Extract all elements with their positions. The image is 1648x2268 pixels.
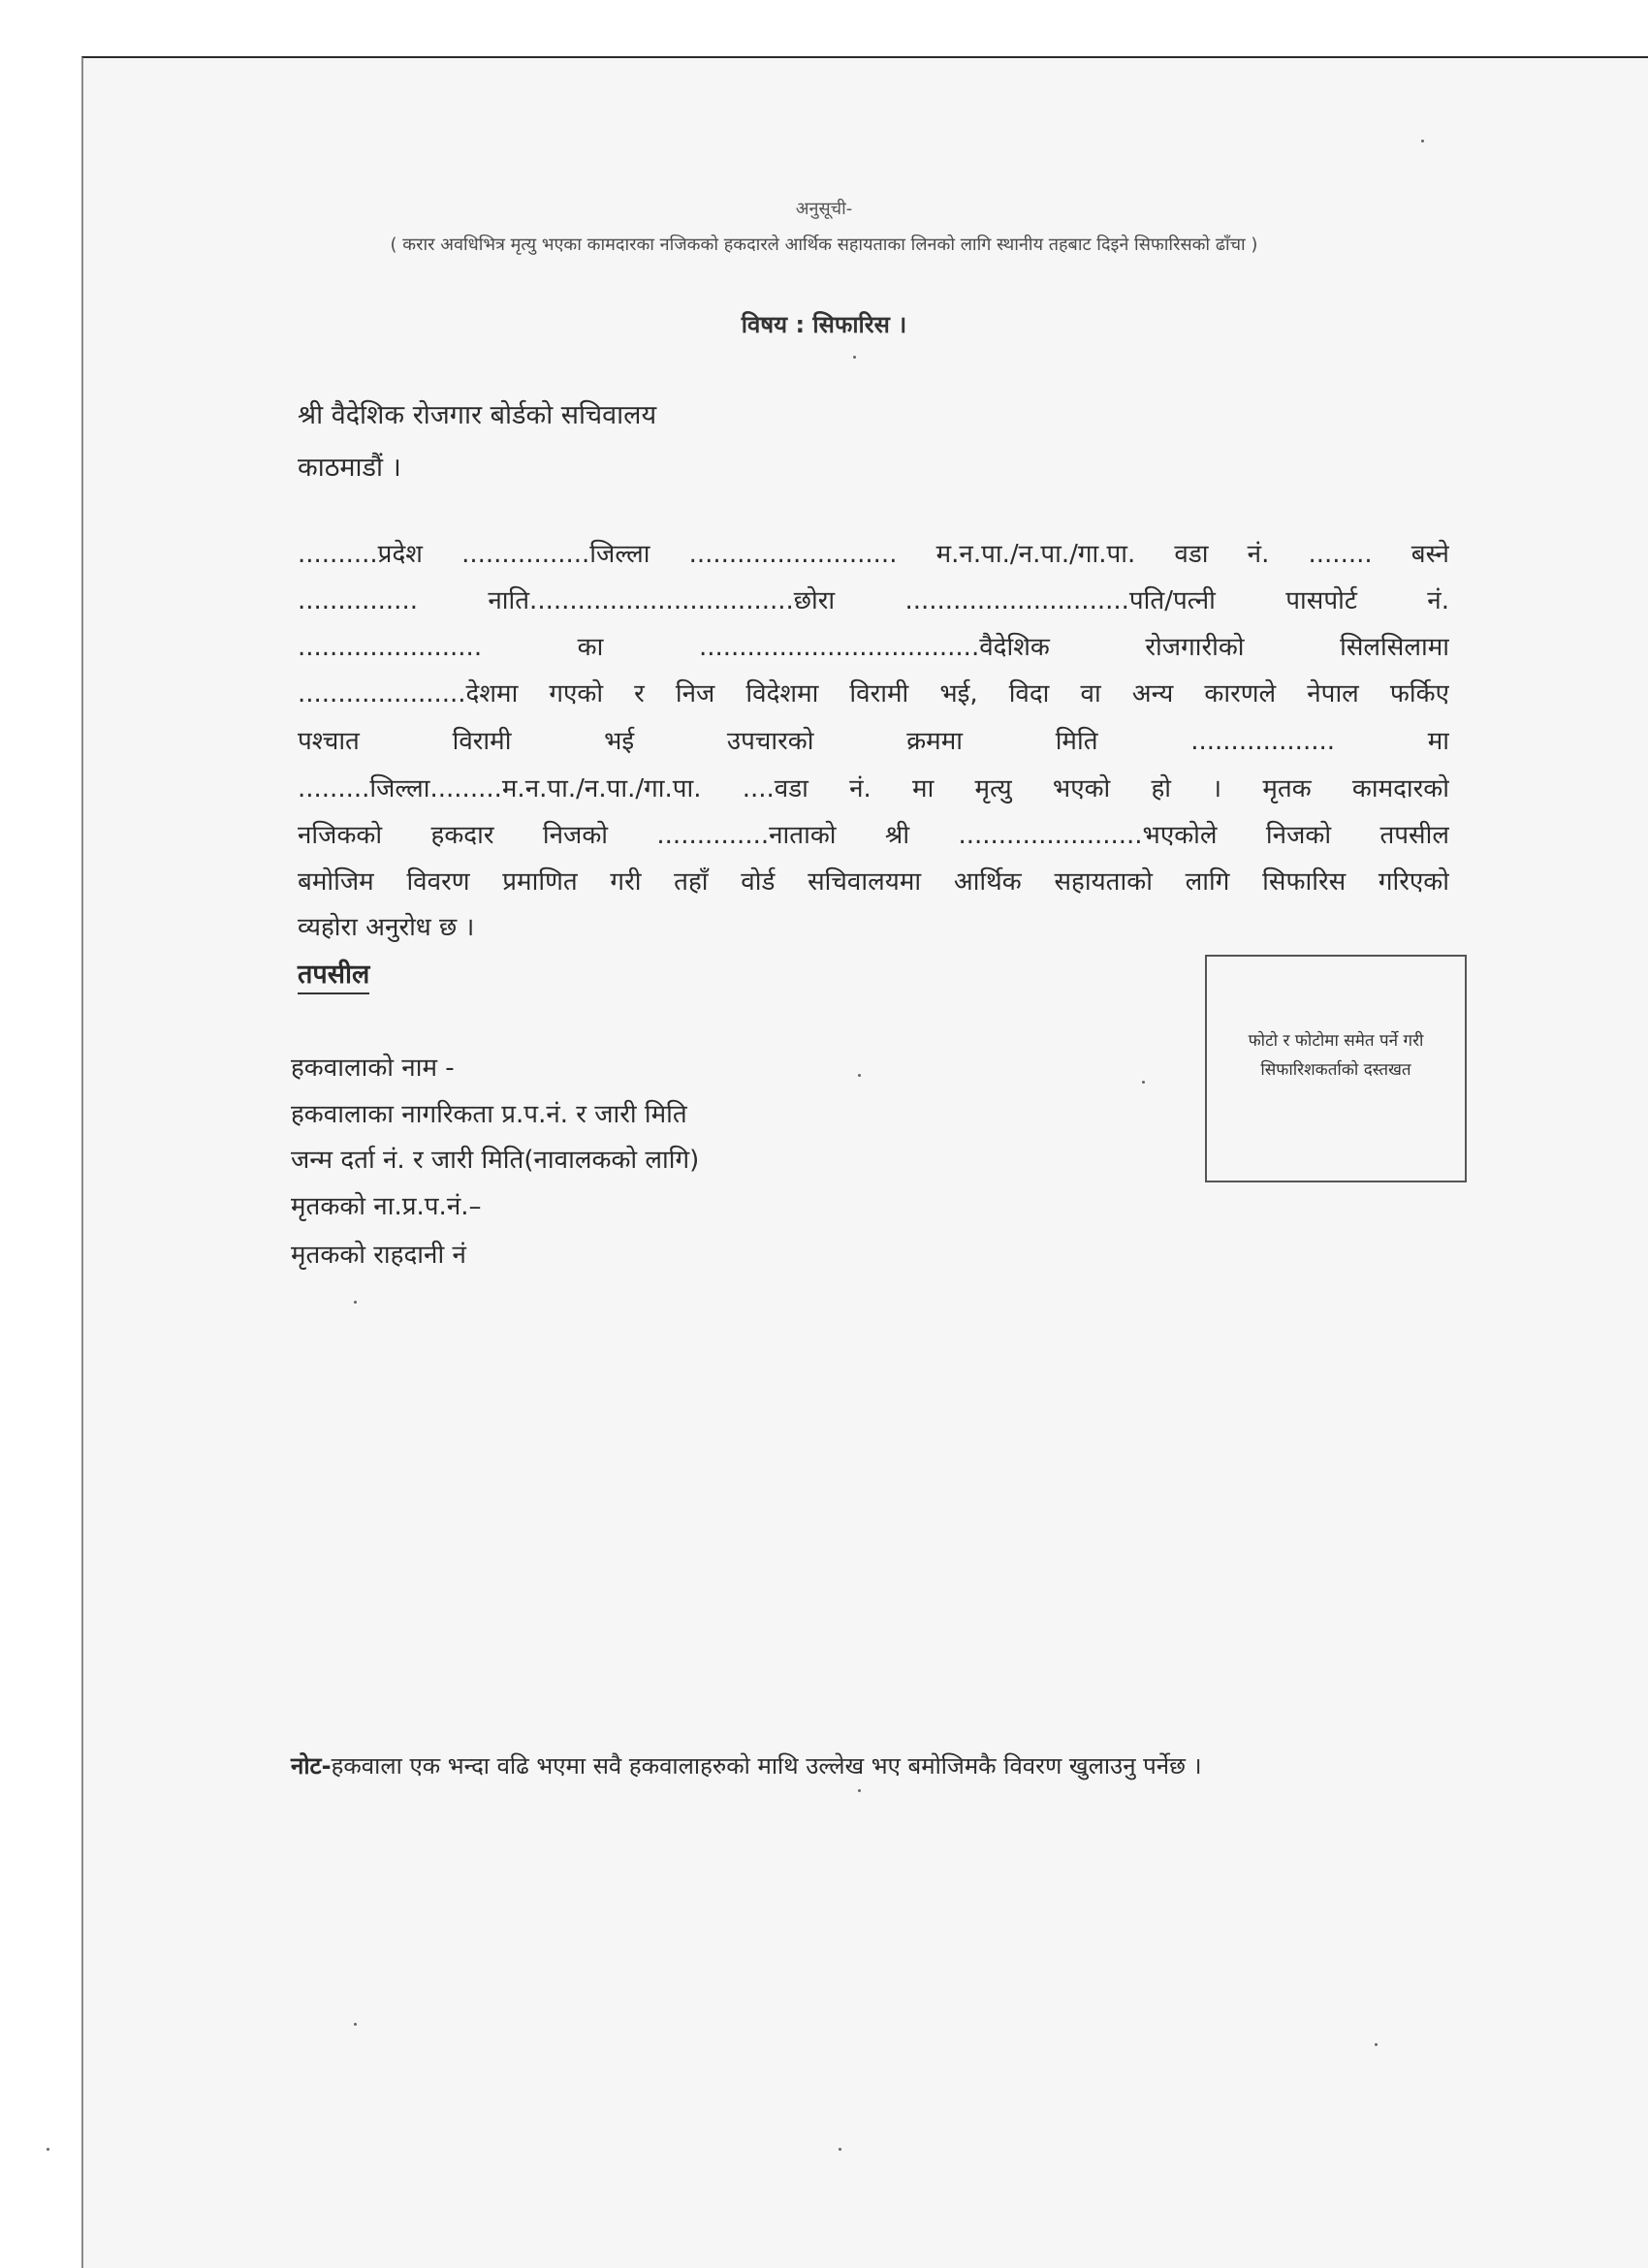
scan-speck — [354, 2023, 357, 2026]
photo-box-text: फोटो र फोटोमा समेत पर्ने गरी सिफारिशकर्ताको दस्तखत — [1248, 1031, 1424, 1080]
scan-speck — [858, 1789, 861, 1792]
addressee-line-2: काठमाडौं । — [298, 453, 401, 483]
scan-speck — [858, 1074, 861, 1077]
detail-item: जन्म दर्ता नं. र जारी मिति(नावालकको लागि) — [291, 1146, 700, 1175]
detail-item: मृतकको ना.प्र.प.नं.– — [291, 1192, 482, 1221]
body-line: पश्चात विरामी भई उपचारको क्रममा मिति .................. मा — [298, 727, 1449, 756]
body-line: बमोजिम विवरण प्रमाणित गरी तहाँ वोर्ड सचिवालयमा आर्थिक सहायताको लागि सिफारिस गरिएको — [298, 867, 1449, 897]
scan-speck — [354, 1301, 357, 1304]
body-line: ..........प्रदेश ................जिल्ला .......................... म.न.पा./न.पा./गा.पा. वडा नं. ........ बस्ने — [298, 540, 1449, 569]
tapsil-heading: तपसील — [298, 955, 369, 994]
addressee-line-1: श्री वैदेशिक रोजगार बोर्डको सचिवालय — [298, 400, 657, 430]
scan-speck — [1375, 2043, 1378, 2046]
note-text: हकवाला एक भन्दा वढि भएमा सवै हकवालाहरुको माथि उल्लेख भए बमोजिमकै विवरण खुलाउनु पर्नेछ । — [331, 1752, 1202, 1780]
detail-item: हकवालाको नाम - — [291, 1054, 455, 1083]
scan-speck — [839, 2148, 841, 2151]
detail-item: मृतकको राहदानी नं — [291, 1241, 466, 1270]
detail-item: हकवालाका नागरिकता प्र.प.नं. र जारी मिति — [291, 1100, 687, 1129]
body-line: नजिकको हकदार निजको ..............नाताको श्री .......................भएकोले निजको तपसील — [298, 821, 1449, 850]
scan-speck — [1421, 140, 1424, 142]
body-line: ....................... का ...................................वैदेशिक रोजगारीको सिलसिलामा — [298, 633, 1449, 662]
scan-speck — [1142, 1081, 1145, 1084]
note-line — [291, 1749, 1202, 1781]
form-subtitle: ( करार अवधिभित्र मृत्यु भएका कामदारका नजिकको हकदारले आर्थिक सहायताका लिनको लागि स्थानीय तहबाट दिइने सिफारिसको ढाँचा ) — [390, 235, 1258, 255]
photo-signature-box — [1205, 955, 1467, 1182]
body-line: व्यहोरा अनुरोध छ । — [298, 913, 475, 942]
body-line: ............... नाति.................................छोरा ............................पति/पत्नी पासपोर्ट नं. — [298, 586, 1449, 615]
scan-speck — [47, 2148, 49, 2151]
scan-speck — [853, 356, 856, 359]
annex-label: अनुसूची- — [795, 199, 853, 219]
body-line: .....................देशमा गएको र निज विदेशमा विरामी भई, विदा वा अन्य कारणले नेपाल फर्किए — [298, 679, 1449, 709]
subject-line: विषय : सिफारिस । — [741, 311, 907, 338]
body-line: .........जिल्ला.........म.न.पा./न.पा./गा.पा. ....वडा नं. मा मृत्यु भएको हो । मृतक कामदारको — [298, 774, 1449, 803]
note-label: नोट- — [291, 1752, 332, 1780]
